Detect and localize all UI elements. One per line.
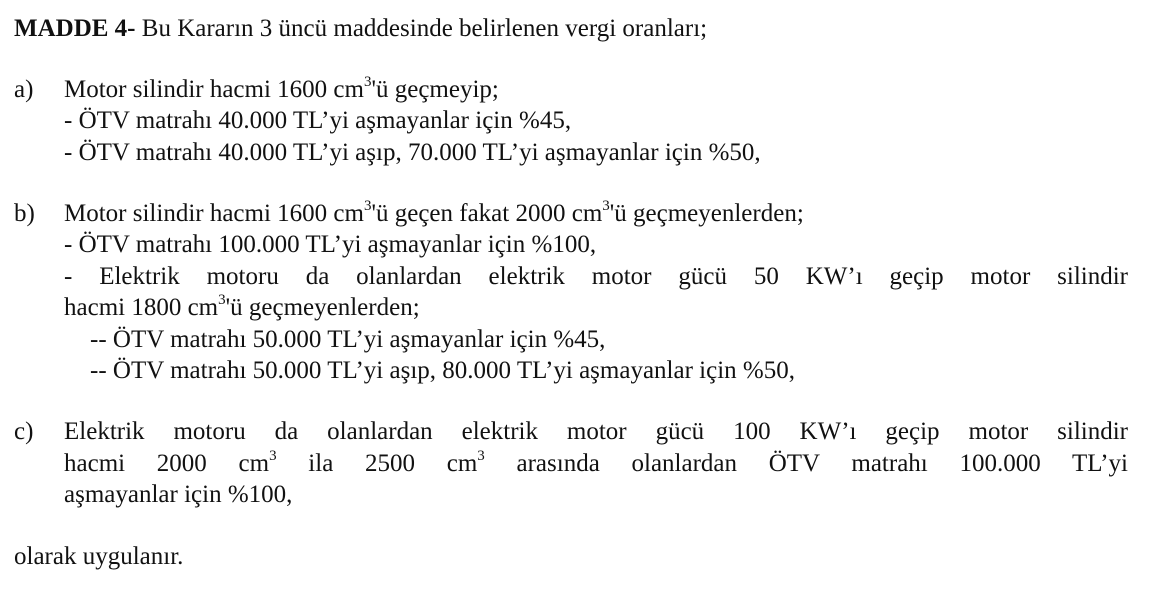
- item-a-rate-2: - ÖTV matrahı 40.000 TL’yi aşıp, 70.000 TL’yi aşmayanlar için %50,: [64, 139, 761, 166]
- item-b-rate-1: - ÖTV matrahı 100.000 TL’yi aşmayanlar için %100,: [64, 231, 597, 258]
- closing-text: olarak uygulanır.: [14, 543, 184, 570]
- item-b-electric-cont: hacmi 1800 $cm^3'ü$ geçmeyenlerden;: [64, 291, 420, 321]
- item-a-marker: a): [14, 76, 34, 103]
- item-b-subrate-1: -- ÖTV matrahı 50.000 TL’yi aşmayanlar için %45,: [90, 326, 606, 353]
- item-b-electric: - Elektrik motoru da olanlardan elektrik motor gücü 50 KW’ı geçip motor silindir: [64, 263, 1128, 290]
- article-heading: [14, 14, 707, 44]
- item-a-line: Motor silindir hacmi 1600 $cm^3'ü$ geçmeyip;: [64, 73, 499, 103]
- item-b-subrate-2: -- ÖTV matrahı 50.000 TL’yi aşıp, 80.000 TL’yi aşmayanlar için %50,: [90, 357, 795, 384]
- item-b-marker: b): [14, 200, 35, 227]
- item-a-rate-1: - ÖTV matrahı 40.000 TL’yi aşmayanlar için %45,: [64, 107, 572, 134]
- item-c-marker: c): [14, 418, 34, 445]
- item-c-line-1: Elektrik motoru da olanlardan elektrik motor gücü 100 KW’ı geçip motor silindir: [64, 418, 1128, 445]
- item-b-line: Motor silindir hacmi 1600 $cm^3'ü$ geçen fakat 2000 $cm^3'ü$ geçmeyenlerden;: [64, 197, 804, 227]
- item-c-line-2: hacmi 2000 $cm^3$ ila 2500 $cm^3$ arasında olanlardan ÖTV matrahı 100.000 TL’yi: [64, 447, 1128, 477]
- article-label: MADDE 4-: [14, 15, 136, 42]
- article-intro: Bu Kararın 3 üncü maddesinde belirlenen vergi oranları;: [135, 15, 708, 42]
- item-c-line-3: aşmayanlar için %100,: [64, 481, 293, 508]
